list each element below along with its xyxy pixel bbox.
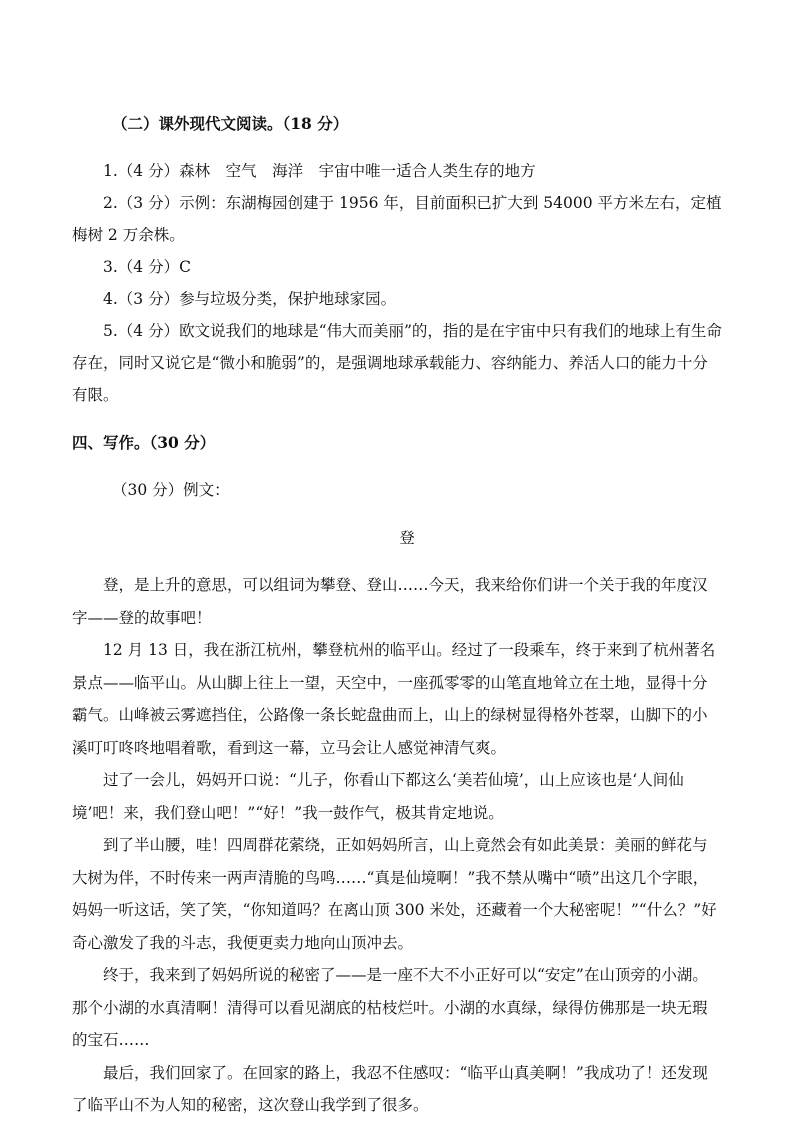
reading-section-heading: （二）课外现代文阅读。（18 分） [112,113,349,133]
writing-section-heading: 四、写作。（30 分） [72,432,216,452]
answer-5: 5.（4 分）欧文说我们的地球是“伟大而美丽”的，指的是在宇宙中只有我们的地球上有生命存在，同时又说它是“微小和脆弱”的，是强调地球承载能力、容纳能力、养活人口的能力十分有限。 [72,322,722,404]
answer-4: 4.（3 分）参与垃圾分类，保护地球家园。 [103,290,397,308]
essay-paragraph: 过了一会儿，妈妈开口说：“儿子，你看山下都这么‘美若仙境’，山上应该也是‘人间仙境’吧！来，我们登山吧！”“好！”我一鼓作气，极其肯定地说。 [72,771,684,822]
document-page [72,92,722,1122]
essay-title: 登 [399,528,415,547]
essay-paragraph: 12 月 13 日，我在浙江杭州，攀登杭州的临平山。经过了一段乘车，终于来到了杭州著名景点——临平山。从山脚上往上一望，天空中，一座孤零零的山笔直地耸立在土地，显得十分霸气。山峰被云雾遮挡住，公路像一条长蛇盘曲而上，山上的绿树显得格外苍翠，山脚下的小溪叮叮咚咚地唱着歌，看到这一幕，立马会让人感觉神清气爽。 [72,641,716,757]
answer-1: 1.（4 分）森林 空气 海洋 宇宙中唯一适合人类生存的地方 [103,162,536,180]
answer-2: 2.（3 分）示例：东湖梅园创建于 1956 年，目前面积已扩大到 54000 平方米左右，定植梅树 2 万余株。 [72,194,722,244]
essay-paragraph: 到了半山腰，哇！四周群花萦绕，正如妈妈所言，山上竟然会有如此美景：美丽的鲜花与大树为伴，不时传来一两声清脆的鸟鸣……“真是仙境啊！”我不禁从嘴中“喷”出这几个字眼，妈妈一听这话，笑了笑，“你知道吗？在离山顶 300 米处，还藏着一个大秘密呢！”“什么？”好奇心激发了我的斗志，我便更卖力地向山顶冲去。 [72,836,717,952]
example-label: （30 分）例文： [112,481,230,499]
answer-3: 3.（4 分）C [103,258,191,276]
essay-paragraph: 终于，我来到了妈妈所说的秘密了——是一座不大不小正好可以“安定”在山顶旁的小湖。那个小湖的水真清啊！清得可以看见湖底的枯枝烂叶。小湖的水真绿，绿得仿佛那是一块无瑕的宝石…… [72,966,708,1049]
essay-paragraph: 最后，我们回家了。在回家的路上，我忍不住感叹：“临平山真美啊！”我成功了！还发现了临平山不为人知的秘密，这次登山我学到了很多。 [72,1063,708,1114]
essay-paragraph: 登，是上升的意思，可以组词为攀登、登山……今天，我来给你们讲一个关于我的年度汉字——登的故事吧！ [72,576,708,627]
